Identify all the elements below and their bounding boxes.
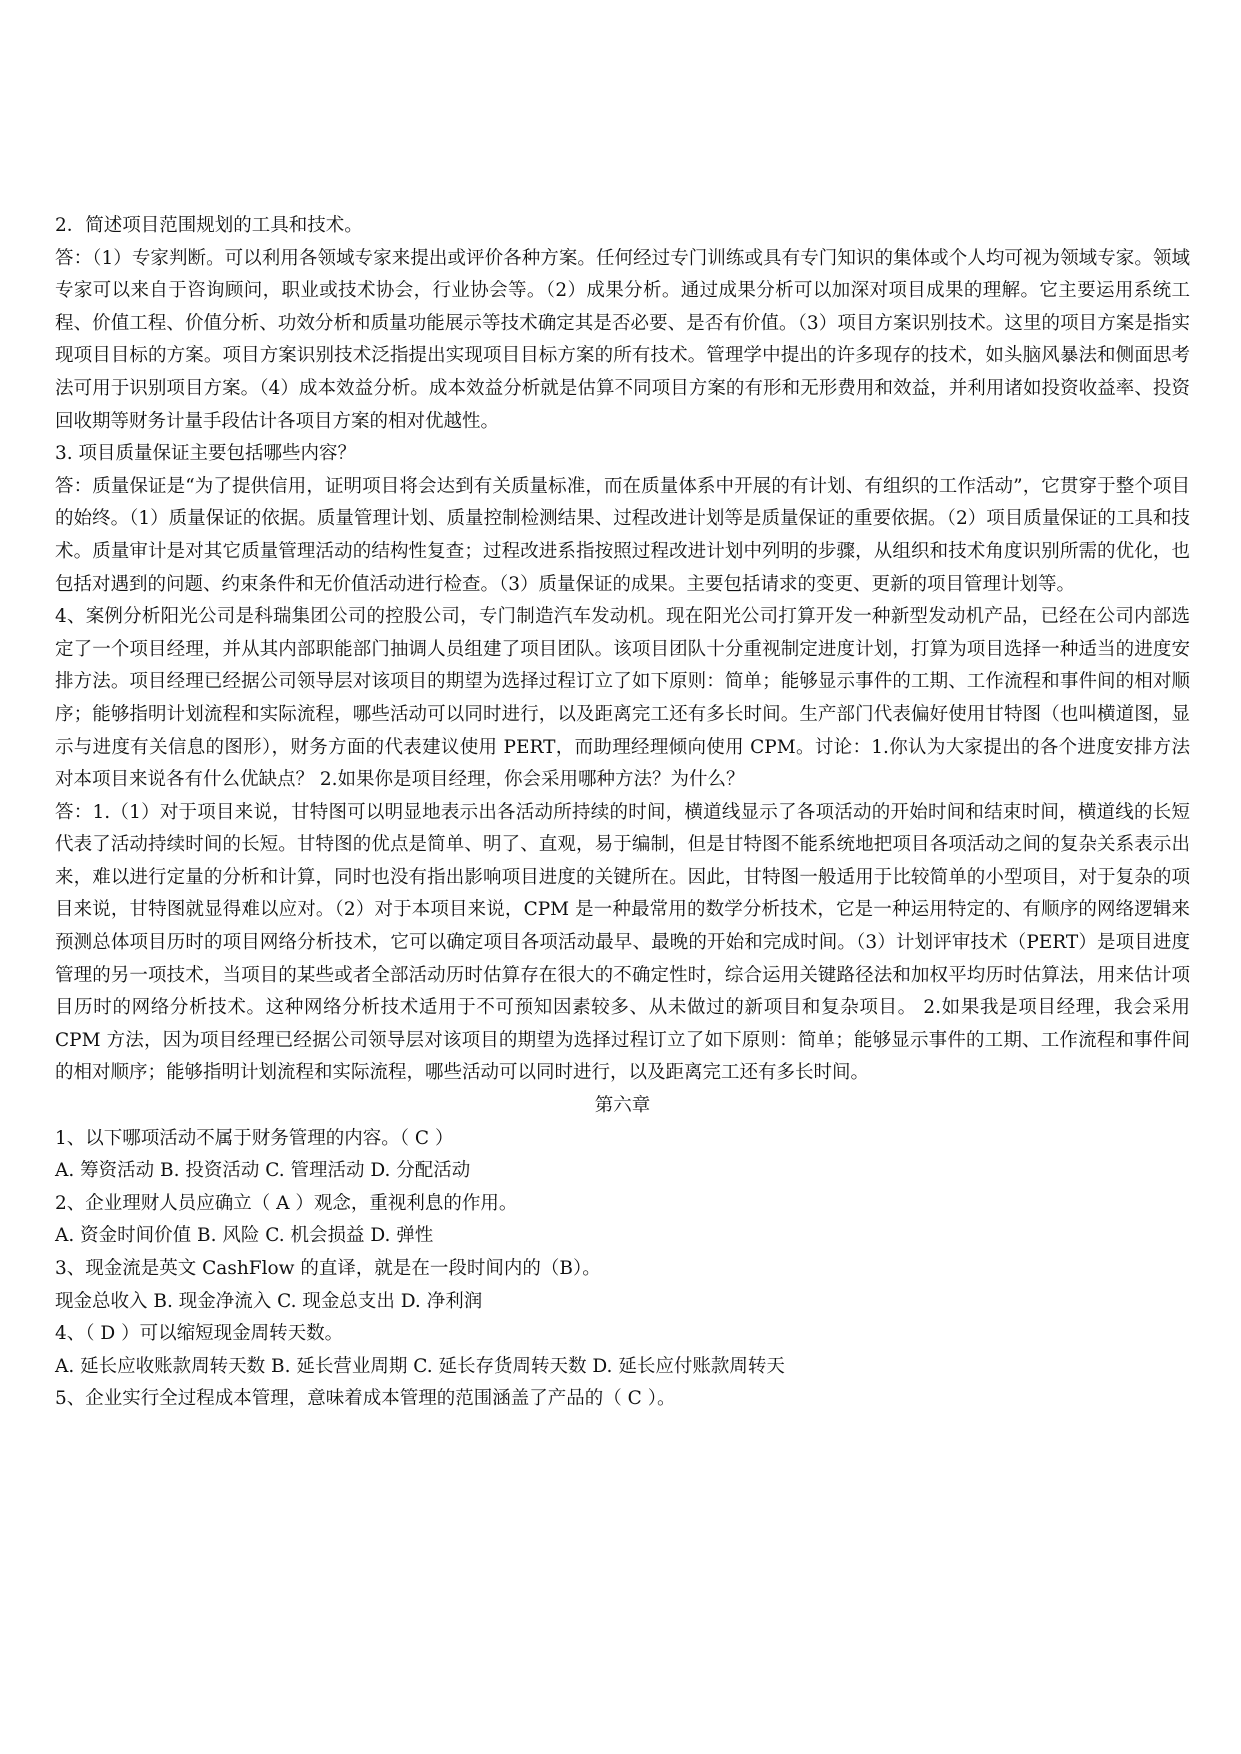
mc-question-4: 4、（ D ）可以缩短现金周转天数。 <box>55 1323 344 1345</box>
chapter-title: 第六章 <box>594 1095 651 1117</box>
case-study-question: 4、案例分析阳光公司是科瑞集团公司的控股公司，专门制造汽车发动机。现在阳光公司打算开发一种新型发动机产品，已经在公司内部选定了一个项目经理，并从其内部职能部门抽调人员组建了项目团队。该项目团队十分重视制定进度计划，打算为项目选择一种适当的进度安排方法。项目经理已经据公司领导层对该项目的期望为选择过程订立了如下原则：简单；能够显示事件的工期、工作流程和事件间的相对顺序；能够指明计划流程和实际流程，哪些活动可以同时进行，以及距离完工还有多长时间。生产部门代表偏好使用甘特图（也叫横道图，显示与进度有关信息的图形），财务方面的代表建议使用 PERT，而助理经理倾向使用 CPM。讨论：1.你认为大家提出的各个进度安排方法对本项目来说各有什么优缺点？ 2.如果你是项目经理，你会采用哪种方法？为什么？ <box>55 606 1190 791</box>
mc-question-2: 2、企业理财人员应确立（ A ）观念，重视利息的作用。 <box>55 1192 518 1214</box>
question-3-heading: 3. 项目质量保证主要包括哪些内容？ <box>55 443 357 465</box>
document-page <box>55 210 1190 1416</box>
mc-options-1: A. 筹资活动 B. 投资活动 C. 管理活动 D. 分配活动 <box>55 1160 471 1182</box>
mc-options-3: 现金总收入 B. 现金净流入 C. 现金总支出 D. 净利润 <box>55 1290 483 1312</box>
mc-question-5: 5、企业实行全过程成本管理，意味着成本管理的范围涵盖了产品的（ C ）。 <box>55 1388 676 1410</box>
mc-question-3: 3、现金流是英文 CashFlow 的直译，就是在一段时间内的（B）。 <box>55 1258 601 1279</box>
mc-options-2: A. 资金时间价值 B. 风险 C. 机会损益 D. 弹性 <box>55 1225 434 1247</box>
question-3-answer: 答：质量保证是“为了提供信用，证明项目将会达到有关质量标准，而在质量体系中开展的有计划、有组织的工作活动”，它贯穿于整个项目的始终。（1）质量保证的依据。质量管理计划、质量控制检测结果、过程改进计划等是质量保证的重要依据。（2）项目质量保证的工具和技术。质量审计是对其它质量管理活动的结构性复查；过程改进系指按照过程改进计划中列明的步骤，从组织和技术角度识别所需的优化，也包括对遇到的问题、约束条件和无价值活动进行检查。（3）质量保证的成果。主要包括请求的变更、更新的项目管理计划等。 <box>55 475 1190 595</box>
mc-question-1: 1、以下哪项活动不属于财务管理的内容。（ C ） <box>55 1127 454 1149</box>
case-study-answer: 答：1.（1）对于项目来说，甘特图可以明显地表示出各活动所持续的时间，横道线显示了各项活动的开始时间和结束时间，横道线的长短代表了活动持续时间的长短。甘特图的优点是简单、明了、直观，易于编制，但是甘特图不能系统地把项目各项活动之间的复杂关系表示出来，难以进行定量的分析和计算，同时也没有指出影响项目进度的关键所在。因此，甘特图一般适用于比较简单的小型项目，对于复杂的项目来说，甘特图就显得难以应对。（2）对于本项目来说，CPM 是一种最常用的数学分析技术，它是一种运用特定的、有顺序的网络逻辑来预测总体项目历时的项目网络分析技术，它可以确定项目各项活动最早、最晚的开始和完成时间。（3）计划评审技术（PERT）是项目进度管理的另一项技术，当项目的某些或者全部活动历时估算存在很大的不确定性时，综合运用关键路径法和加权平均历时估算法，用来估计项目历时的网络分析技术。这种网络分析技术适用于不可预知因素较多、从未做过的新项目和复杂项目。 2.如果我是项目经理，我会采用 CPM 方法，因为项目经理已经据公司领导层对该项目的期望为选择过程订立了如下原则：简单；能够显示事件的工期、工作流程和事件间的相对顺序；能够指明计划流程和实际流程，哪些活动可以同时进行，以及距离完工还有多长时间。 <box>55 801 1190 1084</box>
question-2-heading: 2．简述项目范围规划的工具和技术。 <box>55 215 363 236</box>
mc-options-4: A. 延长应收账款周转天数 B. 延长营业周期 C. 延长存货周转天数 D. 延长应付账款周转天 <box>55 1355 785 1377</box>
question-2-answer: 答：（1）专家判断。可以利用各领域专家来提出或评价各种方案。任何经过专门训练或具有专门知识的集体或个人均可视为领域专家。领域专家可以来自于咨询顾问，职业或技术协会，行业协会等。（2）成果分析。通过成果分析可以加深对项目成果的理解。它主要运用系统工程、价值工程、价值分析、功效分析和质量功能展示等技术确定其是否必要、是否有价值。（3）项目方案识别技术。这里的项目方案是指实现项目目标的方案。项目方案识别技术泛指提出实现项目目标方案的所有技术。管理学中提出的许多现存的技术，如头脑风暴法和侧面思考法可用于识别项目方案。（4）成本效益分析。成本效益分析就是估算不同项目方案的有形和无形费用和效益，并利用诸如投资收益率、投资回收期等财务计量手段估计各项目方案的相对优越性。 <box>55 247 1190 432</box>
